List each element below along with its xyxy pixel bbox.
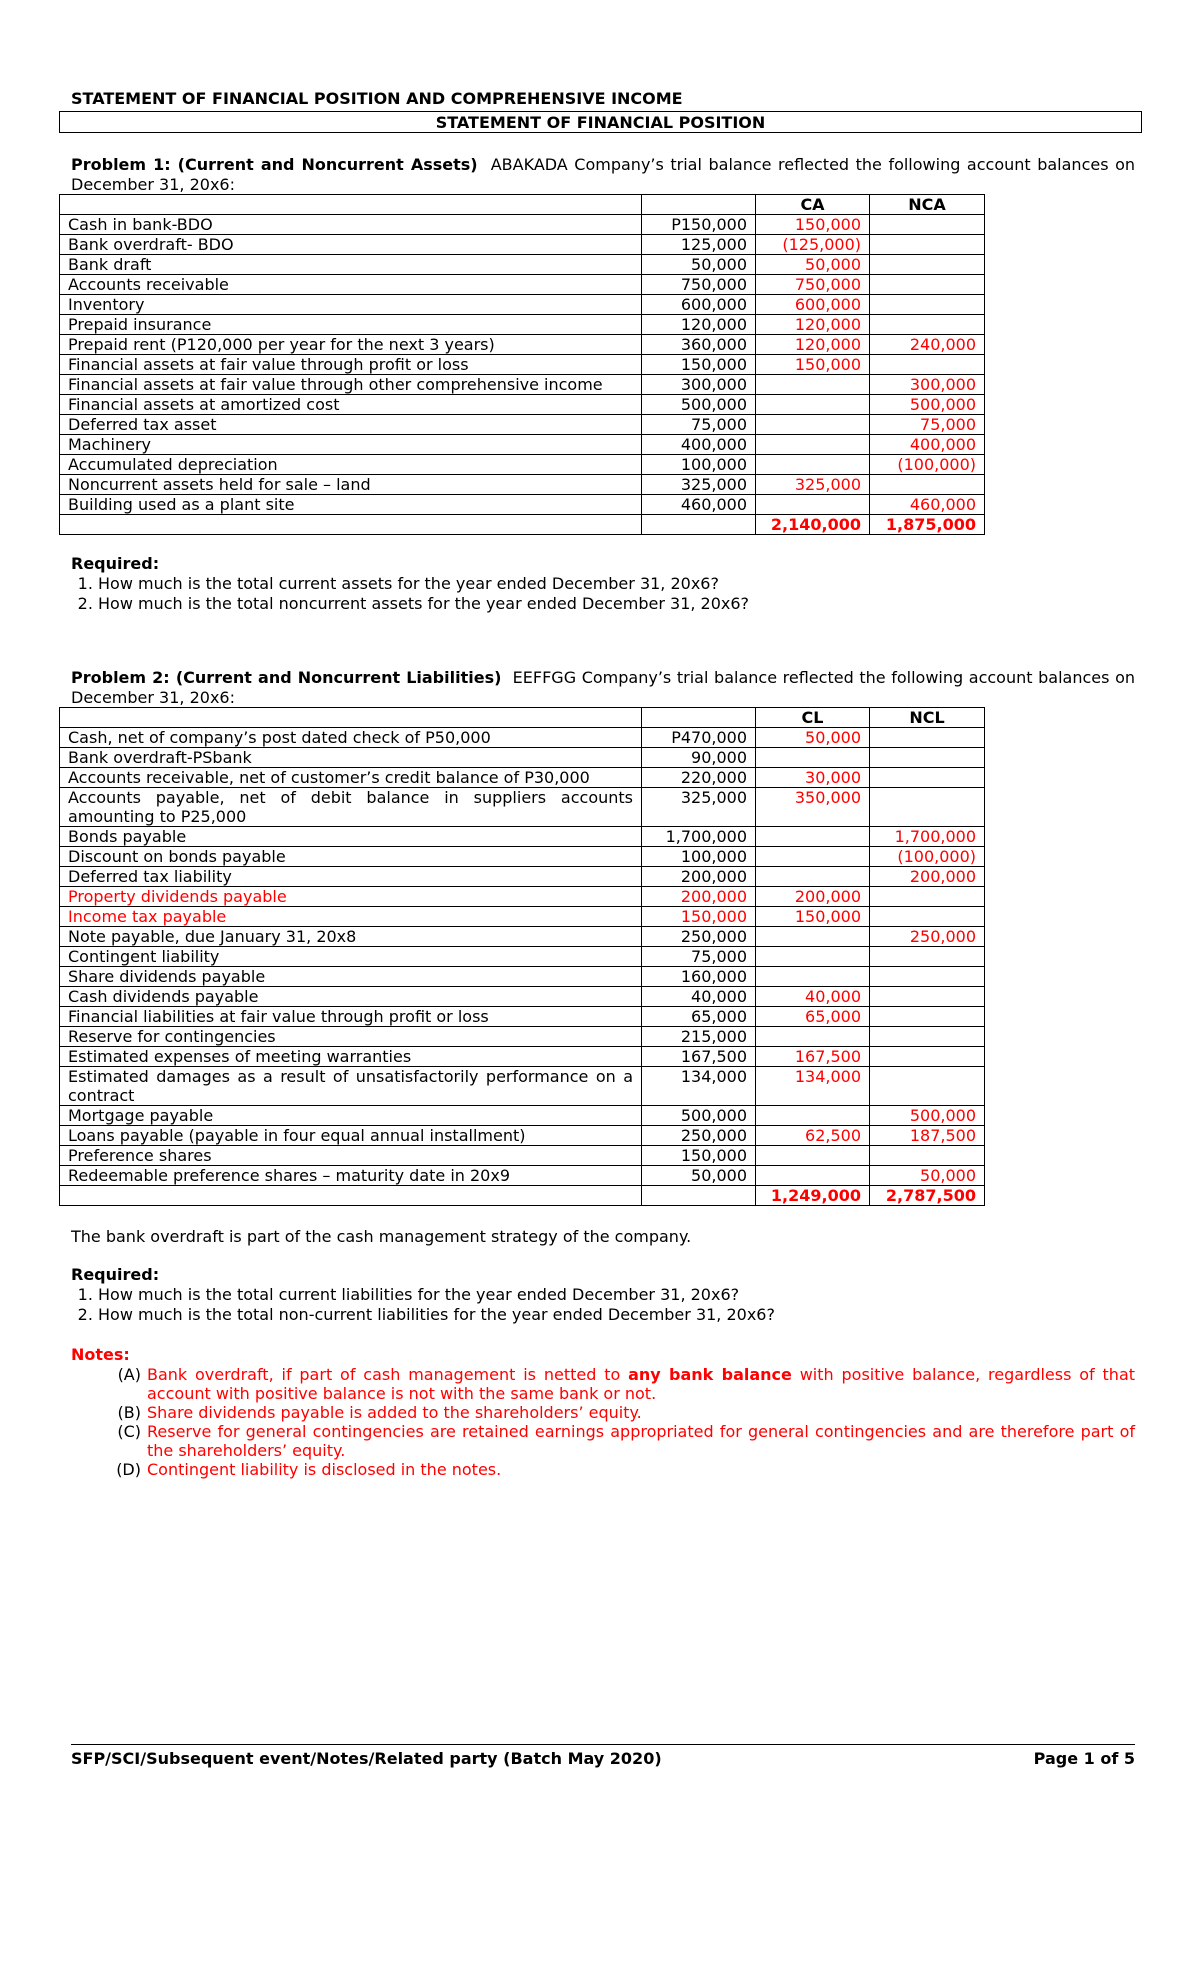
table-row <box>60 475 985 495</box>
table-row <box>60 1047 985 1067</box>
table-row <box>60 275 985 295</box>
row-noncurrent <box>870 1047 985 1067</box>
total-current: 2,140,000 <box>756 515 870 535</box>
total-blank-cell <box>642 515 756 535</box>
row-noncurrent: 240,000 <box>870 335 985 355</box>
note-item <box>71 1365 1135 1403</box>
section-title: STATEMENT OF FINANCIAL POSITION <box>59 111 1142 133</box>
note-text <box>147 1403 1135 1422</box>
row-amount: 750,000 <box>642 275 756 295</box>
row-current <box>756 375 870 395</box>
row-noncurrent <box>870 768 985 788</box>
row-amount: 150,000 <box>642 355 756 375</box>
row-current <box>756 927 870 947</box>
row-current: 120,000 <box>756 335 870 355</box>
row-amount: P150,000 <box>642 215 756 235</box>
row-noncurrent: 250,000 <box>870 927 985 947</box>
total-noncurrent: 1,875,000 <box>870 515 985 535</box>
row-noncurrent <box>870 907 985 927</box>
row-description: Accounts receivable, net of customer’s credit balance of P30,000 <box>60 768 642 788</box>
table-row <box>60 355 985 375</box>
row-current <box>756 395 870 415</box>
table-row <box>60 1166 985 1186</box>
table-header-cell <box>642 708 756 728</box>
table-row <box>60 987 985 1007</box>
row-amount: 75,000 <box>642 947 756 967</box>
row-description: Share dividends payable <box>60 967 642 987</box>
problem1-required <box>71 554 749 614</box>
total-blank-cell <box>60 1186 642 1206</box>
table-row <box>60 967 985 987</box>
note-text-part: Share dividends payable is added to the shareholders’ equity. <box>147 1403 642 1422</box>
row-amount: 1,700,000 <box>642 827 756 847</box>
row-current <box>756 827 870 847</box>
row-description: Deferred tax liability <box>60 867 642 887</box>
table-row <box>60 335 985 355</box>
row-noncurrent <box>870 295 985 315</box>
problem2-required-title: Required: <box>71 1265 160 1284</box>
total-noncurrent: 2,787,500 <box>870 1186 985 1206</box>
row-noncurrent <box>870 1027 985 1047</box>
table-row <box>60 1106 985 1126</box>
row-amount: 250,000 <box>642 1126 756 1146</box>
table-row <box>60 1007 985 1027</box>
row-noncurrent: 1,700,000 <box>870 827 985 847</box>
table-header-cell: NCL <box>870 708 985 728</box>
row-description: Preference shares <box>60 1146 642 1166</box>
table-row <box>60 435 985 455</box>
row-description: Bank draft <box>60 255 642 275</box>
row-description: Discount on bonds payable <box>60 847 642 867</box>
row-noncurrent: 75,000 <box>870 415 985 435</box>
row-current <box>756 867 870 887</box>
row-noncurrent: 200,000 <box>870 867 985 887</box>
table-header-cell <box>60 708 642 728</box>
row-amount: 125,000 <box>642 235 756 255</box>
note-item <box>71 1403 1135 1422</box>
note-emphasis: any bank balance <box>628 1365 792 1384</box>
row-amount: 65,000 <box>642 1007 756 1027</box>
row-description: Accumulated depreciation <box>60 455 642 475</box>
table-total-row <box>60 515 985 535</box>
table-row <box>60 847 985 867</box>
row-noncurrent: 500,000 <box>870 1106 985 1126</box>
row-description: Accounts receivable <box>60 275 642 295</box>
row-noncurrent <box>870 1146 985 1166</box>
row-noncurrent <box>870 1067 985 1106</box>
row-description: Prepaid rent (P120,000 per year for the next 3 years) <box>60 335 642 355</box>
row-amount: 160,000 <box>642 967 756 987</box>
row-noncurrent <box>870 788 985 827</box>
row-noncurrent: (100,000) <box>870 847 985 867</box>
row-amount: 400,000 <box>642 435 756 455</box>
problem1-intro <box>71 155 1135 195</box>
table-row <box>60 827 985 847</box>
row-description: Financial assets at fair value through other comprehensive income <box>60 375 642 395</box>
row-description: Noncurrent assets held for sale – land <box>60 475 642 495</box>
row-amount: 167,500 <box>642 1047 756 1067</box>
row-amount: 40,000 <box>642 987 756 1007</box>
problem2-required <box>71 1265 775 1325</box>
table-header-row <box>60 195 985 215</box>
row-description: Note payable, due January 31, 20x8 <box>60 927 642 947</box>
row-noncurrent <box>870 967 985 987</box>
row-noncurrent: 460,000 <box>870 495 985 515</box>
row-current: 40,000 <box>756 987 870 1007</box>
table-row <box>60 375 985 395</box>
table-row <box>60 315 985 335</box>
note-label: (D) <box>116 1460 141 1479</box>
row-noncurrent <box>870 275 985 295</box>
table-header-row <box>60 708 985 728</box>
row-description: Financial assets at amortized cost <box>60 395 642 415</box>
row-amount: 200,000 <box>642 867 756 887</box>
row-amount: 300,000 <box>642 375 756 395</box>
row-description: Inventory <box>60 295 642 315</box>
row-description: Estimated expenses of meeting warranties <box>60 1047 642 1067</box>
table-header-cell <box>60 195 642 215</box>
problem2-heading: Problem 2: (Current and Noncurrent Liabilities) <box>71 668 502 687</box>
row-current <box>756 748 870 768</box>
row-description: Redeemable preference shares – maturity date in 20x9 <box>60 1166 642 1186</box>
row-noncurrent: 50,000 <box>870 1166 985 1186</box>
notes-section <box>71 1345 1135 1479</box>
row-current <box>756 847 870 867</box>
table-row <box>60 495 985 515</box>
total-blank-cell <box>60 515 642 535</box>
note-text-part: Contingent liability is disclosed in the notes. <box>147 1460 502 1479</box>
table-row <box>60 947 985 967</box>
note-label: (A) <box>117 1365 141 1384</box>
document-title: STATEMENT OF FINANCIAL POSITION AND COMPREHENSIVE INCOME <box>71 89 683 108</box>
row-amount: 150,000 <box>642 907 756 927</box>
note-text <box>147 1422 1135 1460</box>
row-amount: 325,000 <box>642 788 756 827</box>
table-row <box>60 788 985 827</box>
table-row <box>60 415 985 435</box>
row-amount: 600,000 <box>642 295 756 315</box>
table-row <box>60 927 985 947</box>
row-amount: 120,000 <box>642 315 756 335</box>
row-current: (125,000) <box>756 235 870 255</box>
page-number: Page 1 of 5 <box>1033 1749 1135 1768</box>
row-description: Property dividends payable <box>60 887 642 907</box>
row-description: Prepaid insurance <box>60 315 642 335</box>
problem1-table <box>59 194 985 535</box>
row-amount: 500,000 <box>642 1106 756 1126</box>
row-description: Financial liabilities at fair value through profit or loss <box>60 1007 642 1027</box>
table-row <box>60 395 985 415</box>
row-noncurrent <box>870 315 985 335</box>
row-current: 65,000 <box>756 1007 870 1027</box>
row-current <box>756 1146 870 1166</box>
note-text-part: Bank overdraft, if part of cash management is netted to <box>147 1365 629 1384</box>
row-description: Cash, net of company’s post dated check of P50,000 <box>60 728 642 748</box>
problem2-note-text: The bank overdraft is part of the cash management strategy of the company. <box>71 1227 692 1246</box>
row-current: 134,000 <box>756 1067 870 1106</box>
row-amount: 75,000 <box>642 415 756 435</box>
table-row <box>60 887 985 907</box>
row-current: 30,000 <box>756 768 870 788</box>
row-current: 50,000 <box>756 255 870 275</box>
row-noncurrent: 300,000 <box>870 375 985 395</box>
row-current <box>756 1106 870 1126</box>
row-amount: 460,000 <box>642 495 756 515</box>
row-description: Reserve for contingencies <box>60 1027 642 1047</box>
problem2-intro-text: EEFFGG Company’s trial balance reflected the following account balances on December 31, 20x6: <box>71 668 1136 707</box>
row-noncurrent: 400,000 <box>870 435 985 455</box>
row-current <box>756 947 870 967</box>
row-description: Deferred tax asset <box>60 415 642 435</box>
row-current: 750,000 <box>756 275 870 295</box>
row-description: Financial assets at fair value through profit or loss <box>60 355 642 375</box>
row-amount: 250,000 <box>642 927 756 947</box>
row-current: 350,000 <box>756 788 870 827</box>
row-noncurrent <box>870 887 985 907</box>
row-description: Accounts payable, net of debit balance in suppliers accounts amounting to P25,000 <box>60 788 642 827</box>
row-noncurrent: 187,500 <box>870 1126 985 1146</box>
row-description: Loans payable (payable in four equal annual installment) <box>60 1126 642 1146</box>
table-row <box>60 235 985 255</box>
row-description: Estimated damages as a result of unsatisfactorily performance on a contract <box>60 1067 642 1106</box>
row-noncurrent <box>870 255 985 275</box>
table-row <box>60 748 985 768</box>
required-question: 1. How much is the total current assets for the year ended December 31, 20x6? <box>98 574 749 594</box>
table-header-cell: NCA <box>870 195 985 215</box>
note-label: (C) <box>117 1422 141 1441</box>
table-header-cell: CL <box>756 708 870 728</box>
row-noncurrent <box>870 215 985 235</box>
table-header-cell: CA <box>756 195 870 215</box>
row-description: Cash dividends payable <box>60 987 642 1007</box>
table-row <box>60 728 985 748</box>
row-noncurrent <box>870 475 985 495</box>
table-row <box>60 215 985 235</box>
row-current: 600,000 <box>756 295 870 315</box>
note-text <box>147 1460 1135 1479</box>
table-row <box>60 867 985 887</box>
row-current <box>756 1027 870 1047</box>
table-row <box>60 255 985 275</box>
row-amount: 50,000 <box>642 1166 756 1186</box>
row-description: Machinery <box>60 435 642 455</box>
problem1-required-title: Required: <box>71 554 160 573</box>
table-total-row <box>60 1186 985 1206</box>
row-noncurrent: (100,000) <box>870 455 985 475</box>
row-noncurrent <box>870 1007 985 1027</box>
row-description: Mortgage payable <box>60 1106 642 1126</box>
footer-title: SFP/SCI/Subsequent event/Notes/Related party (Batch May 2020) <box>71 1749 662 1768</box>
note-text-part: Reserve for general contingencies are retained earnings appropriated for general contingencies and are therefore part of the shareholders’ equity. <box>147 1422 1135 1460</box>
table-row <box>60 295 985 315</box>
row-amount: 50,000 <box>642 255 756 275</box>
row-amount: 100,000 <box>642 847 756 867</box>
table-row <box>60 1067 985 1106</box>
row-amount: P470,000 <box>642 728 756 748</box>
row-current: 62,500 <box>756 1126 870 1146</box>
row-current <box>756 495 870 515</box>
row-amount: 325,000 <box>642 475 756 495</box>
row-current: 120,000 <box>756 315 870 335</box>
row-amount: 100,000 <box>642 455 756 475</box>
row-amount: 215,000 <box>642 1027 756 1047</box>
row-amount: 150,000 <box>642 1146 756 1166</box>
problem1-heading: Problem 1: (Current and Noncurrent Assets) <box>71 155 478 174</box>
required-question: 2. How much is the total non-current liabilities for the year ended December 31, 20x6? <box>98 1305 775 1325</box>
row-amount: 500,000 <box>642 395 756 415</box>
row-current: 50,000 <box>756 728 870 748</box>
table-row <box>60 907 985 927</box>
table-row <box>60 768 985 788</box>
problem2-intro <box>71 668 1135 708</box>
table-row <box>60 1126 985 1146</box>
row-noncurrent <box>870 728 985 748</box>
row-current <box>756 1166 870 1186</box>
row-current <box>756 455 870 475</box>
row-amount: 200,000 <box>642 887 756 907</box>
row-noncurrent <box>870 355 985 375</box>
problem2-table <box>59 707 985 1206</box>
row-description: Bank overdraft-PSbank <box>60 748 642 768</box>
row-amount: 360,000 <box>642 335 756 355</box>
total-blank-cell <box>642 1186 756 1206</box>
row-noncurrent <box>870 235 985 255</box>
row-description: Building used as a plant site <box>60 495 642 515</box>
row-noncurrent <box>870 987 985 1007</box>
row-amount: 220,000 <box>642 768 756 788</box>
row-current: 150,000 <box>756 907 870 927</box>
table-row <box>60 1146 985 1166</box>
row-current <box>756 415 870 435</box>
footer-divider <box>71 1744 1135 1745</box>
row-description: Contingent liability <box>60 947 642 967</box>
row-description: Bank overdraft- BDO <box>60 235 642 255</box>
row-current: 200,000 <box>756 887 870 907</box>
row-description: Income tax payable <box>60 907 642 927</box>
table-row <box>60 1027 985 1047</box>
row-current: 150,000 <box>756 215 870 235</box>
row-noncurrent <box>870 947 985 967</box>
row-description: Bonds payable <box>60 827 642 847</box>
row-current: 167,500 <box>756 1047 870 1067</box>
row-current <box>756 435 870 455</box>
note-label: (B) <box>117 1403 141 1422</box>
row-current <box>756 967 870 987</box>
total-current: 1,249,000 <box>756 1186 870 1206</box>
row-noncurrent: 500,000 <box>870 395 985 415</box>
notes-title: Notes: <box>71 1345 130 1364</box>
row-current: 325,000 <box>756 475 870 495</box>
table-header-cell <box>642 195 756 215</box>
note-item <box>71 1460 1135 1479</box>
note-text-part: with positive balance, regardless of that account with positive balance is not with the same bank or not. <box>147 1365 1136 1403</box>
row-noncurrent <box>870 748 985 768</box>
table-row <box>60 455 985 475</box>
required-question: 2. How much is the total noncurrent assets for the year ended December 31, 20x6? <box>98 594 749 614</box>
row-current: 150,000 <box>756 355 870 375</box>
note-item <box>71 1422 1135 1460</box>
row-amount: 90,000 <box>642 748 756 768</box>
row-description: Cash in bank-BDO <box>60 215 642 235</box>
note-text <box>147 1365 1135 1403</box>
required-question: 1. How much is the total current liabilities for the year ended December 31, 20x6? <box>98 1285 775 1305</box>
problem1-intro-text: ABAKADA Company’s trial balance reflected the following account balances on December 31, 20x6: <box>71 155 1136 194</box>
row-amount: 134,000 <box>642 1067 756 1106</box>
